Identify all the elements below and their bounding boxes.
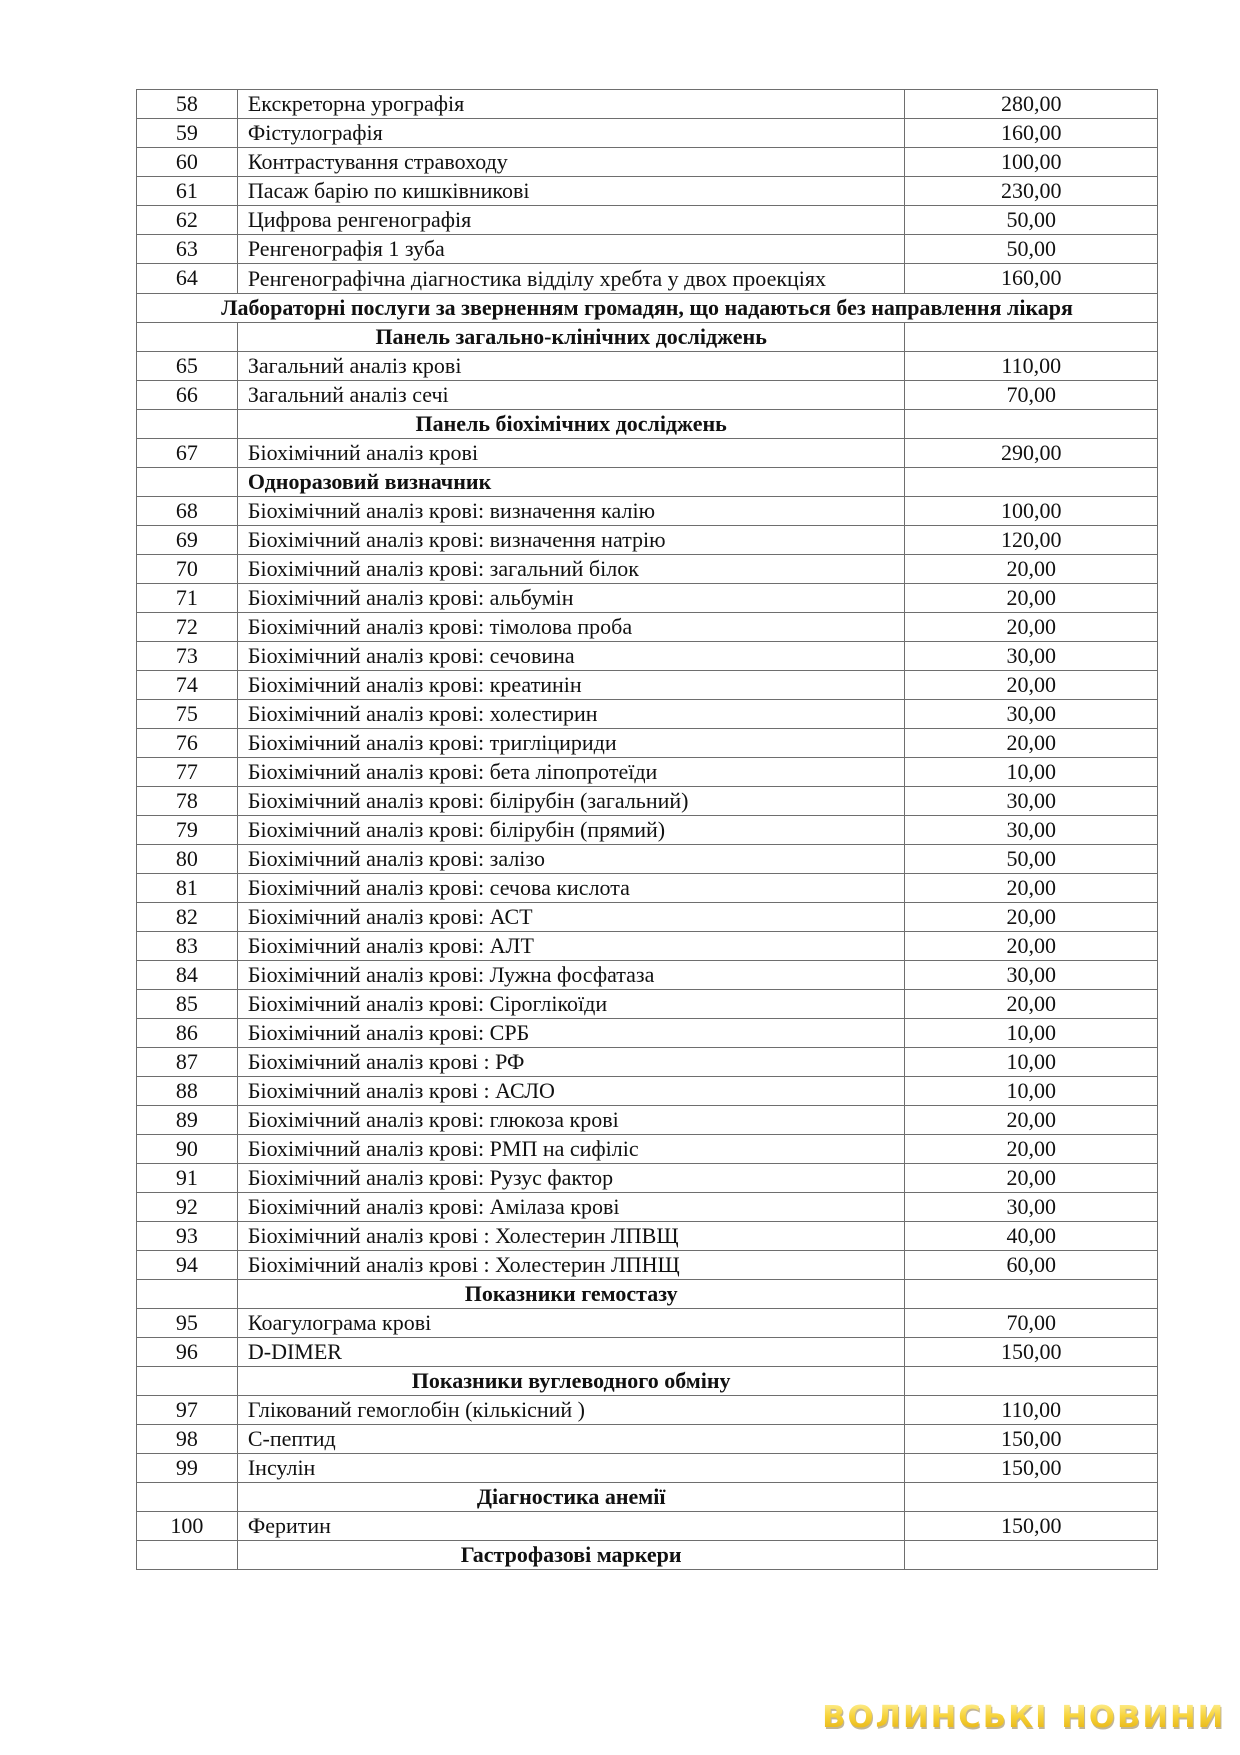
- service-name: Біохімічний аналіз крові: Рузус фактор: [237, 1164, 905, 1193]
- service-price: 50,00: [905, 845, 1158, 874]
- item-number: 84: [137, 961, 238, 990]
- service-price: 30,00: [905, 642, 1158, 671]
- service-price: 20,00: [905, 729, 1158, 758]
- service-price: 20,00: [905, 671, 1158, 700]
- service-price: 20,00: [905, 584, 1158, 613]
- service-price: 50,00: [905, 235, 1158, 264]
- service-name: Біохімічний аналіз крові: креатинін: [237, 671, 905, 700]
- item-number: 58: [137, 90, 238, 119]
- service-price: 20,00: [905, 1135, 1158, 1164]
- item-number: 78: [137, 787, 238, 816]
- table-row: [137, 584, 1158, 613]
- service-name: Коагулограма крові: [237, 1309, 905, 1338]
- table-row: [137, 439, 1158, 468]
- table-row: [137, 526, 1158, 555]
- price-list-body: [137, 90, 1158, 1570]
- table-row: [137, 961, 1158, 990]
- service-price: 290,00: [905, 439, 1158, 468]
- item-number: 67: [137, 439, 238, 468]
- empty-cell: [137, 468, 238, 497]
- service-name: Пасаж барію по кишківникові: [237, 177, 905, 206]
- service-name: Біохімічний аналіз крові: бета ліпопротеїди: [237, 758, 905, 787]
- item-number: 72: [137, 613, 238, 642]
- table-row: [137, 1019, 1158, 1048]
- service-name: Біохімічний аналіз крові: [237, 439, 905, 468]
- service-price: 10,00: [905, 1077, 1158, 1106]
- table-row: [137, 497, 1158, 526]
- service-price: 150,00: [905, 1338, 1158, 1367]
- item-number: 99: [137, 1454, 238, 1483]
- item-number: 81: [137, 874, 238, 903]
- table-row: [137, 613, 1158, 642]
- service-name: Фістулографія: [237, 119, 905, 148]
- service-name: Біохімічний аналіз крові: тригліцириди: [237, 729, 905, 758]
- empty-cell: [137, 410, 238, 439]
- service-name: Біохімічний аналіз крові: АЛТ: [237, 932, 905, 961]
- table-row: [137, 787, 1158, 816]
- service-price: 10,00: [905, 758, 1158, 787]
- service-name: Екскреторна урографія: [237, 90, 905, 119]
- service-name: Біохімічний аналіз крові : Холестерин ЛПВЩ: [237, 1222, 905, 1251]
- service-name: D-DIMER: [237, 1338, 905, 1367]
- service-price: 20,00: [905, 903, 1158, 932]
- item-number: 100: [137, 1512, 238, 1541]
- item-number: 74: [137, 671, 238, 700]
- table-row: [137, 148, 1158, 177]
- service-name: Загальний аналіз сечі: [237, 381, 905, 410]
- empty-cell: [137, 1483, 238, 1512]
- service-price: 150,00: [905, 1425, 1158, 1454]
- service-name: Біохімічний аналіз крові : Холестерин ЛПНЩ: [237, 1251, 905, 1280]
- service-name: Глікований гемоглобін (кількісний ): [237, 1396, 905, 1425]
- item-number: 82: [137, 903, 238, 932]
- service-price: 20,00: [905, 613, 1158, 642]
- service-name: Біохімічний аналіз крові: Амілаза крові: [237, 1193, 905, 1222]
- empty-cell: [905, 1367, 1158, 1396]
- service-name: С-пептид: [237, 1425, 905, 1454]
- empty-cell: [137, 1541, 238, 1570]
- price-list-table: [136, 89, 1158, 1570]
- section-title: Панель біохімічних досліджень: [237, 410, 905, 439]
- service-price: 20,00: [905, 1164, 1158, 1193]
- table-row: [137, 1512, 1158, 1541]
- empty-cell: [905, 1541, 1158, 1570]
- table-row: [137, 1193, 1158, 1222]
- service-price: 100,00: [905, 148, 1158, 177]
- service-name: Біохімічний аналіз крові: білірубін (прямий): [237, 816, 905, 845]
- section-header-row: [137, 1483, 1158, 1512]
- table-row: [137, 671, 1158, 700]
- service-name: Загальний аналіз крові: [237, 352, 905, 381]
- table-row: [137, 1048, 1158, 1077]
- category-title: Лабораторні послуги за зверненням громадян, що надаються без направлення лікаря: [137, 294, 1158, 323]
- service-price: 60,00: [905, 1251, 1158, 1280]
- service-price: 100,00: [905, 497, 1158, 526]
- section-header-row: [137, 1541, 1158, 1570]
- table-row: [137, 206, 1158, 235]
- empty-cell: [905, 1483, 1158, 1512]
- service-name: Біохімічний аналіз крові: білірубін (загальний): [237, 787, 905, 816]
- item-number: 59: [137, 119, 238, 148]
- service-price: 160,00: [905, 119, 1158, 148]
- service-name: Біохімічний аналіз крові: залізо: [237, 845, 905, 874]
- section-title: Показники гемостазу: [237, 1280, 905, 1309]
- item-number: 85: [137, 990, 238, 1019]
- table-row: [137, 264, 1158, 294]
- service-name: Ренгенографічна діагностика відділу хребта у двох проекціях: [237, 264, 905, 294]
- table-row: [137, 903, 1158, 932]
- item-number: 62: [137, 206, 238, 235]
- table-row: [137, 729, 1158, 758]
- service-price: 30,00: [905, 961, 1158, 990]
- service-name: Біохімічний аналіз крові : РФ: [237, 1048, 905, 1077]
- table-row: [137, 642, 1158, 671]
- service-name: Біохімічний аналіз крові: загальний білок: [237, 555, 905, 584]
- service-price: 120,00: [905, 526, 1158, 555]
- service-name: Біохімічний аналіз крові: тімолова проба: [237, 613, 905, 642]
- service-price: 230,00: [905, 177, 1158, 206]
- section-title: Одноразовий визначник: [237, 468, 905, 497]
- table-row: [137, 1135, 1158, 1164]
- service-price: 70,00: [905, 1309, 1158, 1338]
- table-row: [137, 1164, 1158, 1193]
- item-number: 79: [137, 816, 238, 845]
- item-number: 88: [137, 1077, 238, 1106]
- item-number: 93: [137, 1222, 238, 1251]
- service-price: 150,00: [905, 1512, 1158, 1541]
- service-name: Біохімічний аналіз крові: холестирин: [237, 700, 905, 729]
- table-row: [137, 1425, 1158, 1454]
- item-number: 71: [137, 584, 238, 613]
- category-header-row: [137, 294, 1158, 323]
- empty-cell: [137, 1367, 238, 1396]
- service-price: 70,00: [905, 381, 1158, 410]
- section-title: Гастрофазові маркери: [237, 1541, 905, 1570]
- item-number: 65: [137, 352, 238, 381]
- service-price: 280,00: [905, 90, 1158, 119]
- service-price: 20,00: [905, 932, 1158, 961]
- table-row: [137, 352, 1158, 381]
- item-number: 60: [137, 148, 238, 177]
- item-number: 63: [137, 235, 238, 264]
- item-number: 87: [137, 1048, 238, 1077]
- service-price: 150,00: [905, 1454, 1158, 1483]
- table-row: [137, 1338, 1158, 1367]
- item-number: 92: [137, 1193, 238, 1222]
- service-price: 10,00: [905, 1048, 1158, 1077]
- section-header-row: [137, 410, 1158, 439]
- table-row: [137, 555, 1158, 584]
- service-price: 30,00: [905, 700, 1158, 729]
- item-number: 80: [137, 845, 238, 874]
- table-row: [137, 874, 1158, 903]
- table-row: [137, 990, 1158, 1019]
- service-name: Біохімічний аналіз крові : АСЛО: [237, 1077, 905, 1106]
- service-price: 110,00: [905, 352, 1158, 381]
- table-row: [137, 119, 1158, 148]
- service-price: 160,00: [905, 264, 1158, 294]
- empty-cell: [905, 323, 1158, 352]
- service-name: Біохімічний аналіз крові: Сіроглікоїди: [237, 990, 905, 1019]
- item-number: 70: [137, 555, 238, 584]
- table-row: [137, 1454, 1158, 1483]
- item-number: 75: [137, 700, 238, 729]
- service-name: Цифрова ренгенографія: [237, 206, 905, 235]
- item-number: 90: [137, 1135, 238, 1164]
- section-title: Панель загально-клінічних досліджень: [237, 323, 905, 352]
- item-number: 69: [137, 526, 238, 555]
- service-name: Біохімічний аналіз крові: альбумін: [237, 584, 905, 613]
- item-number: 86: [137, 1019, 238, 1048]
- service-name: Феритин: [237, 1512, 905, 1541]
- table-row: [137, 1222, 1158, 1251]
- section-header-row: [137, 323, 1158, 352]
- table-row: [137, 1106, 1158, 1135]
- table-row: [137, 381, 1158, 410]
- service-name: Біохімічний аналіз крові: сечовина: [237, 642, 905, 671]
- table-row: [137, 235, 1158, 264]
- item-number: 66: [137, 381, 238, 410]
- empty-cell: [905, 410, 1158, 439]
- item-number: 96: [137, 1338, 238, 1367]
- empty-cell: [905, 468, 1158, 497]
- service-price: 20,00: [905, 874, 1158, 903]
- service-name: Біохімічний аналіз крові: визначення калію: [237, 497, 905, 526]
- item-number: 97: [137, 1396, 238, 1425]
- item-number: 94: [137, 1251, 238, 1280]
- empty-cell: [137, 323, 238, 352]
- empty-cell: [905, 1280, 1158, 1309]
- service-price: 40,00: [905, 1222, 1158, 1251]
- service-name: Біохімічний аналіз крові: визначення натрію: [237, 526, 905, 555]
- item-number: 73: [137, 642, 238, 671]
- service-price: 20,00: [905, 555, 1158, 584]
- item-number: 98: [137, 1425, 238, 1454]
- table-row: [137, 90, 1158, 119]
- service-name: Контрастування стравоходу: [237, 148, 905, 177]
- service-name: Ренгенографія 1 зуба: [237, 235, 905, 264]
- item-number: 64: [137, 264, 238, 294]
- table-row: [137, 1309, 1158, 1338]
- service-name: Біохімічний аналіз крові: АСТ: [237, 903, 905, 932]
- service-name: Інсулін: [237, 1454, 905, 1483]
- item-number: 89: [137, 1106, 238, 1135]
- section-title: Діагностика анемії: [237, 1483, 905, 1512]
- service-name: Біохімічний аналіз крові: Лужна фосфатаза: [237, 961, 905, 990]
- table-row: [137, 1396, 1158, 1425]
- table-row: [137, 758, 1158, 787]
- service-price: 110,00: [905, 1396, 1158, 1425]
- item-number: 95: [137, 1309, 238, 1338]
- table-row: [137, 1077, 1158, 1106]
- service-name: Біохімічний аналіз крові: СРБ: [237, 1019, 905, 1048]
- item-number: 83: [137, 932, 238, 961]
- section-title: Показники вуглеводного обміну: [237, 1367, 905, 1396]
- volynski-novyny-watermark-logo: ВОЛИНСЬКІ НОВИНИ: [822, 1700, 1226, 1735]
- service-name: Біохімічний аналіз крові: глюкоза крові: [237, 1106, 905, 1135]
- service-name: Біохімічний аналіз крові: сечова кислота: [237, 874, 905, 903]
- table-row: [137, 845, 1158, 874]
- table-row: [137, 177, 1158, 206]
- section-header-row: [137, 468, 1158, 497]
- item-number: 77: [137, 758, 238, 787]
- table-row: [137, 932, 1158, 961]
- table-row: [137, 700, 1158, 729]
- service-price: 30,00: [905, 787, 1158, 816]
- section-header-row: [137, 1367, 1158, 1396]
- table-row: [137, 816, 1158, 845]
- service-price: 30,00: [905, 816, 1158, 845]
- table-row: [137, 1251, 1158, 1280]
- service-price: 20,00: [905, 990, 1158, 1019]
- service-price: 50,00: [905, 206, 1158, 235]
- item-number: 68: [137, 497, 238, 526]
- item-number: 76: [137, 729, 238, 758]
- service-price: 20,00: [905, 1106, 1158, 1135]
- service-price: 30,00: [905, 1193, 1158, 1222]
- section-header-row: [137, 1280, 1158, 1309]
- item-number: 61: [137, 177, 238, 206]
- item-number: 91: [137, 1164, 238, 1193]
- service-price: 10,00: [905, 1019, 1158, 1048]
- service-name: Біохімічний аналіз крові: РМП на сифіліс: [237, 1135, 905, 1164]
- empty-cell: [137, 1280, 238, 1309]
